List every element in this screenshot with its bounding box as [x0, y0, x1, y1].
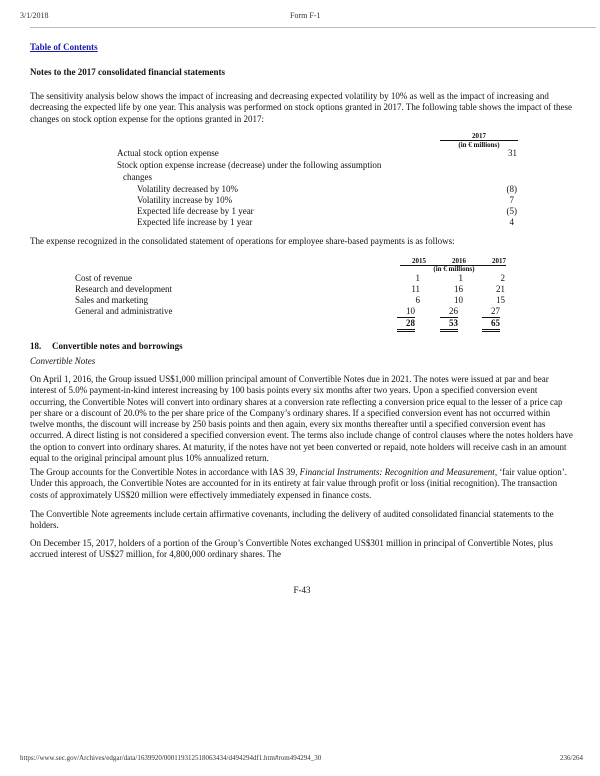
table-row — [117, 184, 517, 195]
covenants-paragraph: The Convertible Note agreements include certain affirmative covenants, including the delivery of audited consolidated financial statements to the holders. — [30, 509, 554, 531]
row-label: changes — [123, 172, 152, 182]
row-label: Volatility decreased by 10% — [137, 184, 239, 194]
cell-2017: 2 — [500, 273, 505, 283]
section-title: Convertible notes and borrowings — [52, 341, 183, 351]
table-row — [75, 273, 505, 284]
total-2015: 28 — [397, 318, 415, 332]
cell-2015: 11 — [411, 284, 420, 294]
row-label: General and administrative — [75, 306, 173, 316]
expense-paragraph: The expense recognized in the consolidated statement of operations for employee share-based payments is as follows: — [30, 236, 455, 246]
cell-2016: 26 — [440, 306, 458, 318]
cell-2016: 10 — [454, 295, 463, 305]
row-value: 31 — [508, 148, 517, 158]
table-row — [117, 148, 517, 159]
year-header: 2015 — [412, 257, 426, 265]
footer-url: https://www.sec.gov/Archives/edgar/data/1639920/000119312518063434/d494294df1.htm#rom494294_30 — [20, 754, 322, 762]
sensitivity-table-header — [440, 132, 518, 149]
row-label: Sales and marketing — [75, 295, 148, 305]
row-value: (8) — [506, 184, 517, 194]
row-label: Volatility increase by 10% — [137, 195, 233, 205]
table-row — [75, 284, 505, 295]
row-value: 7 — [509, 195, 514, 205]
total-2016: 53 — [440, 318, 458, 332]
table-of-contents-link[interactable]: Table of Contents — [30, 42, 98, 52]
standard-title: Financial Instruments: Recognition and Measurement — [299, 467, 495, 477]
section-number: 18. — [30, 341, 42, 351]
cell-2015: 6 — [415, 295, 420, 305]
subheading: Convertible Notes — [30, 356, 96, 366]
cell-2016: 16 — [454, 284, 463, 294]
cell-2017: 21 — [496, 284, 505, 294]
sensitivity-paragraph: The sensitivity analysis below shows the impact of increasing and decreasing expected volatility by 10% as well as the impact of increasing and decreasing the expected life by one year. This analysis was performed on stock options granted in 2017. The following table shows the impact of these changes on stock option expense for the options granted in 2017: — [30, 91, 573, 124]
accounting-paragraph — [30, 467, 575, 501]
year-header: 2016 — [452, 257, 466, 265]
table-row — [75, 295, 505, 306]
cell-2015: 1 — [415, 273, 420, 283]
row-value: 4 — [509, 217, 514, 227]
row-label: Cost of revenue — [75, 273, 132, 283]
exchange-paragraph: On December 15, 2017, holders of a portion of the Group’s Convertible Notes exchanged US$301 million in principal of Convertible Notes, plus accrued interest of US$27 million, for 4,800,000 ordinary shares. The — [30, 538, 553, 560]
text: The Group accounts for the Convertible Notes in accordance with IAS 39, — [30, 467, 300, 477]
row-label: Actual stock option expense — [117, 148, 219, 158]
table-row — [117, 206, 517, 217]
table-row — [117, 195, 517, 206]
table-row — [117, 217, 517, 228]
cell-2015: 10 — [397, 306, 415, 318]
total-row — [75, 318, 505, 329]
units-label: (in € millions) — [458, 141, 500, 149]
convertible-notes-paragraph: On April 1, 2016, the Group issued US$1,000 million principal amount of Convertible Notes due in 2021. The notes were issued at par and bear interest of 5.0% payment-in-kind interest increasing by 100 basis points every six months after two years. Upon a specified conversion event occurring, the Convertible Notes will convert into ordinary shares at a conversion rate reflecting a conversion price equal to the lesser of a price cap per share or a discount of 20.0% to the per share price of the Company’s ordinary shares. If a specified conversion event has not occurred within twelve months, the discount will increase by 250 basis points and then again, every six months thereafter until a specified conversion event has occurred. A direct listing is not considered a specified conversion event. The terms also include change of control clauses where the notes holders have the option to convert into ordinary shares. At maturity, if the notes have not yet been converted or repaid, note holders will receive cash in an amount equal to the original principal amount plus 10% annualized return. — [30, 374, 573, 464]
header-divider — [30, 27, 596, 28]
text: , ‘fair value option’. Under this approach, the Convertible Notes are accounted for in its entirety at fair value through profit or loss (initial recognition). The transaction costs of approximately US$20 million were effectively immediately expensed in finance costs. — [30, 467, 568, 500]
section-heading — [30, 341, 183, 353]
total-2017: 65 — [482, 318, 500, 332]
footer-page-count: 236/264 — [560, 754, 583, 762]
print-date: 3/1/2018 — [20, 11, 49, 20]
row-label: Stock option expense increase (decrease) under the following assumption — [117, 160, 382, 170]
table-row — [123, 172, 523, 183]
year-header: 2017 — [440, 132, 518, 141]
units-label: (in € millions) — [433, 265, 475, 273]
row-label: Research and development — [75, 284, 172, 294]
cell-2016: 1 — [458, 273, 463, 283]
cell-2017: 15 — [496, 295, 505, 305]
table-row — [75, 306, 505, 317]
document-form-title: Form F-1 — [290, 11, 321, 20]
page-number: F-43 — [293, 585, 311, 595]
cell-2017: 27 — [482, 306, 500, 318]
row-label: Expected life increase by 1 year — [137, 217, 253, 227]
year-header: 2017 — [492, 257, 506, 265]
notes-title: Notes to the 2017 consolidated financial statements — [30, 67, 225, 77]
row-value: (5) — [506, 206, 517, 216]
row-label: Expected life decrease by 1 year — [137, 206, 254, 216]
table-row — [117, 160, 517, 171]
